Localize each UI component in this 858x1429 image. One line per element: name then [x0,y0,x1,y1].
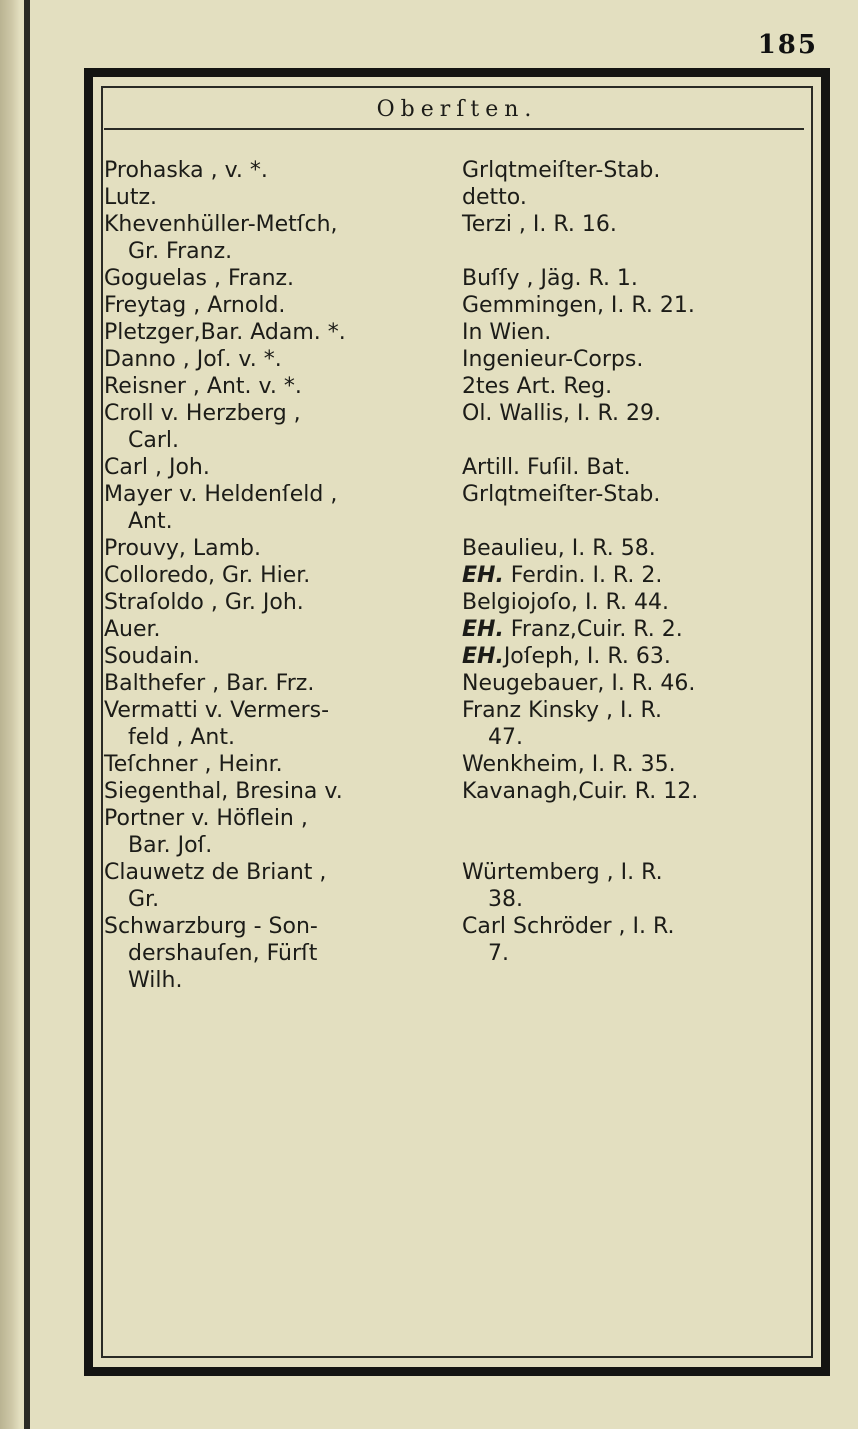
officer-name-line: Siegenthal, Bresina v. [104,779,343,804]
assigned-unit [462,454,804,481]
officer-name-line: Prohaska , v. *. [104,158,268,183]
officer-entry [104,265,804,292]
officer-name-continuation: Bar. Joſ. [128,833,213,858]
officer-name [104,805,462,859]
assigned-unit [462,859,804,913]
officer-name-line: Croll v. Herzberg , [104,401,301,426]
officer-name-line: Pletzger,Bar. Adam. *. [104,320,346,345]
officer-name [104,616,462,643]
officer-name-line: Auer. [104,617,161,642]
assigned-unit [462,211,804,265]
officer-name [104,400,462,454]
officer-name-line: Clauwetz de Briant , [104,860,327,885]
officer-name [104,859,462,913]
page-number: 185 [757,30,818,60]
heading-rule [104,128,804,130]
officer-name [104,913,462,994]
officer-entry [104,157,804,184]
assigned-unit-line: Beaulieu, I. R. 58. [462,536,656,561]
archduke-abbrev: EH. [462,617,504,642]
assigned-unit [462,400,804,454]
officer-name-line: Danno , Joſ. v. *. [104,347,282,372]
officer-name [104,454,462,481]
assigned-unit-continuation: 47. [488,725,523,750]
officer-name-line: Reisner , Ant. v. *. [104,374,302,399]
officer-name-line: Schwarzburg - Son- [104,914,318,939]
page-left-edge [0,0,20,1429]
officer-name [104,373,462,400]
assigned-unit-line: Kavanagh,Cuir. R. 12. [462,779,699,804]
officer-name-line: Straſoldo , Gr. Joh. [104,590,304,615]
officer-name-line: Khevenhüller-Metſch, [104,212,338,237]
assigned-unit-line: Wenkheim, I. R. 35. [462,752,676,777]
officer-name [104,589,462,616]
assigned-unit-line: Ol. Wallis, I. R. 29. [462,401,661,426]
officer-name [104,778,462,805]
assigned-unit [462,778,804,805]
assigned-unit-line: Joſeph, I. R. 63. [503,644,671,669]
assigned-unit [462,589,804,616]
assigned-unit-line: Grlqtmeiſter-Stab. [462,158,661,183]
assigned-unit-line: Belgiojoſo, I. R. 44. [462,590,669,615]
officer-name [104,643,462,670]
officer-name-line: Carl , Joh. [104,455,210,480]
officer-name [104,562,462,589]
assigned-unit-line: Buſſy , Jäg. R. 1. [462,266,638,291]
assigned-unit-line: Franz,Cuir. R. 2. [503,617,683,642]
assigned-unit-continuation: 38. [488,887,523,912]
assigned-unit [462,535,804,562]
officer-entry [104,778,804,805]
assigned-unit [462,184,804,211]
section-heading: Oberſten. [376,97,538,122]
officer-entry [104,346,804,373]
officer-name-line: Prouvy, Lamb. [104,536,261,561]
assigned-unit [462,751,804,778]
officer-entry [104,697,804,751]
officer-name [104,346,462,373]
officer-entry [104,616,804,643]
officer-name-continuation: Carl. [128,428,179,453]
officer-entry [104,589,804,616]
officer-entry [104,292,804,319]
assigned-unit [462,265,804,292]
assigned-unit-line: Ingenieur-Corps. [462,347,644,372]
officer-name-line: Colloredo, Gr. Hier. [104,563,311,588]
assigned-unit-line: Grlqtmeiſter-Stab. [462,482,661,507]
assigned-unit [462,913,804,994]
officer-entry [104,319,804,346]
officer-name-continuation: Gr. [128,887,160,912]
assigned-unit-line: Neugebauer, I. R. 46. [462,671,696,696]
assigned-unit [462,319,804,346]
officer-entry [104,373,804,400]
officer-name [104,670,462,697]
assigned-unit-line: Franz Kinsky , I. R. [462,698,662,723]
assigned-unit [462,292,804,319]
officer-name [104,319,462,346]
officer-entry [104,481,804,535]
officer-name [104,481,462,535]
assigned-unit-line: Gemmingen, I. R. 21. [462,293,695,318]
officer-entry [104,805,804,859]
officer-name-line: Soudain. [104,644,200,669]
officer-entry [104,454,804,481]
assigned-unit [462,805,804,859]
assigned-unit-continuation: 7. [488,941,509,966]
archduke-abbrev: EH. [462,563,504,588]
assigned-unit-line: 2tes Art. Reg. [462,374,613,399]
officer-name-line: Balthefer , Bar. Frz. [104,671,315,696]
archduke-abbrev: EH. [462,644,504,669]
officer-entry [104,751,804,778]
officer-name-line: Freytag , Arnold. [104,293,286,318]
assigned-unit [462,562,804,589]
officer-entry [104,184,804,211]
officer-name-continuation: feld , Ant. [128,725,235,750]
officer-name-continuation: Gr. Franz. [128,239,233,264]
binding-strip [24,0,30,1429]
officer-name [104,751,462,778]
officer-name-line: Portner v. Höflein , [104,806,308,831]
assigned-unit [462,670,804,697]
assigned-unit-line: Würtemberg , I. R. [462,860,663,885]
assigned-unit [462,697,804,751]
officer-name-continuation: Ant. [128,509,173,534]
officer-entry [104,562,804,589]
officer-name [104,265,462,292]
assigned-unit-line: Artill. Fuſil. Bat. [462,455,631,480]
officer-entry [104,859,804,913]
assigned-unit [462,157,804,184]
officer-entry [104,535,804,562]
officer-name-line: Lutz. [104,185,157,210]
officer-name [104,184,462,211]
officer-list [104,157,804,994]
officer-name-line: Vermatti v. Vermers- [104,698,330,723]
assigned-unit [462,481,804,535]
assigned-unit-line: Carl Schröder , I. R. [462,914,675,939]
officer-name-line: Teſchner , Heinr. [104,752,283,777]
assigned-unit [462,346,804,373]
officer-name [104,157,462,184]
assigned-unit [462,373,804,400]
assigned-unit-line: Ferdin. I. R. 2. [503,563,663,588]
officer-entry [104,913,804,994]
officer-entry [104,643,804,670]
officer-name [104,292,462,319]
officer-name-continuation: dershauſen, Fürſt [128,941,318,966]
assigned-unit-line: Terzi , I. R. 16. [462,212,617,237]
assigned-unit [462,643,804,670]
officer-entry [104,400,804,454]
officer-name-line: Mayer v. Heldenſeld , [104,482,338,507]
officer-name [104,211,462,265]
officer-entry [104,211,804,265]
officer-name-line: Goguelas , Franz. [104,266,295,291]
officer-entry [104,670,804,697]
officer-name-continuation: Wilh. [128,968,183,993]
assigned-unit-line: In Wien. [462,320,552,345]
officer-name [104,697,462,751]
officer-name [104,535,462,562]
assigned-unit-line: detto. [462,185,527,210]
assigned-unit [462,616,804,643]
